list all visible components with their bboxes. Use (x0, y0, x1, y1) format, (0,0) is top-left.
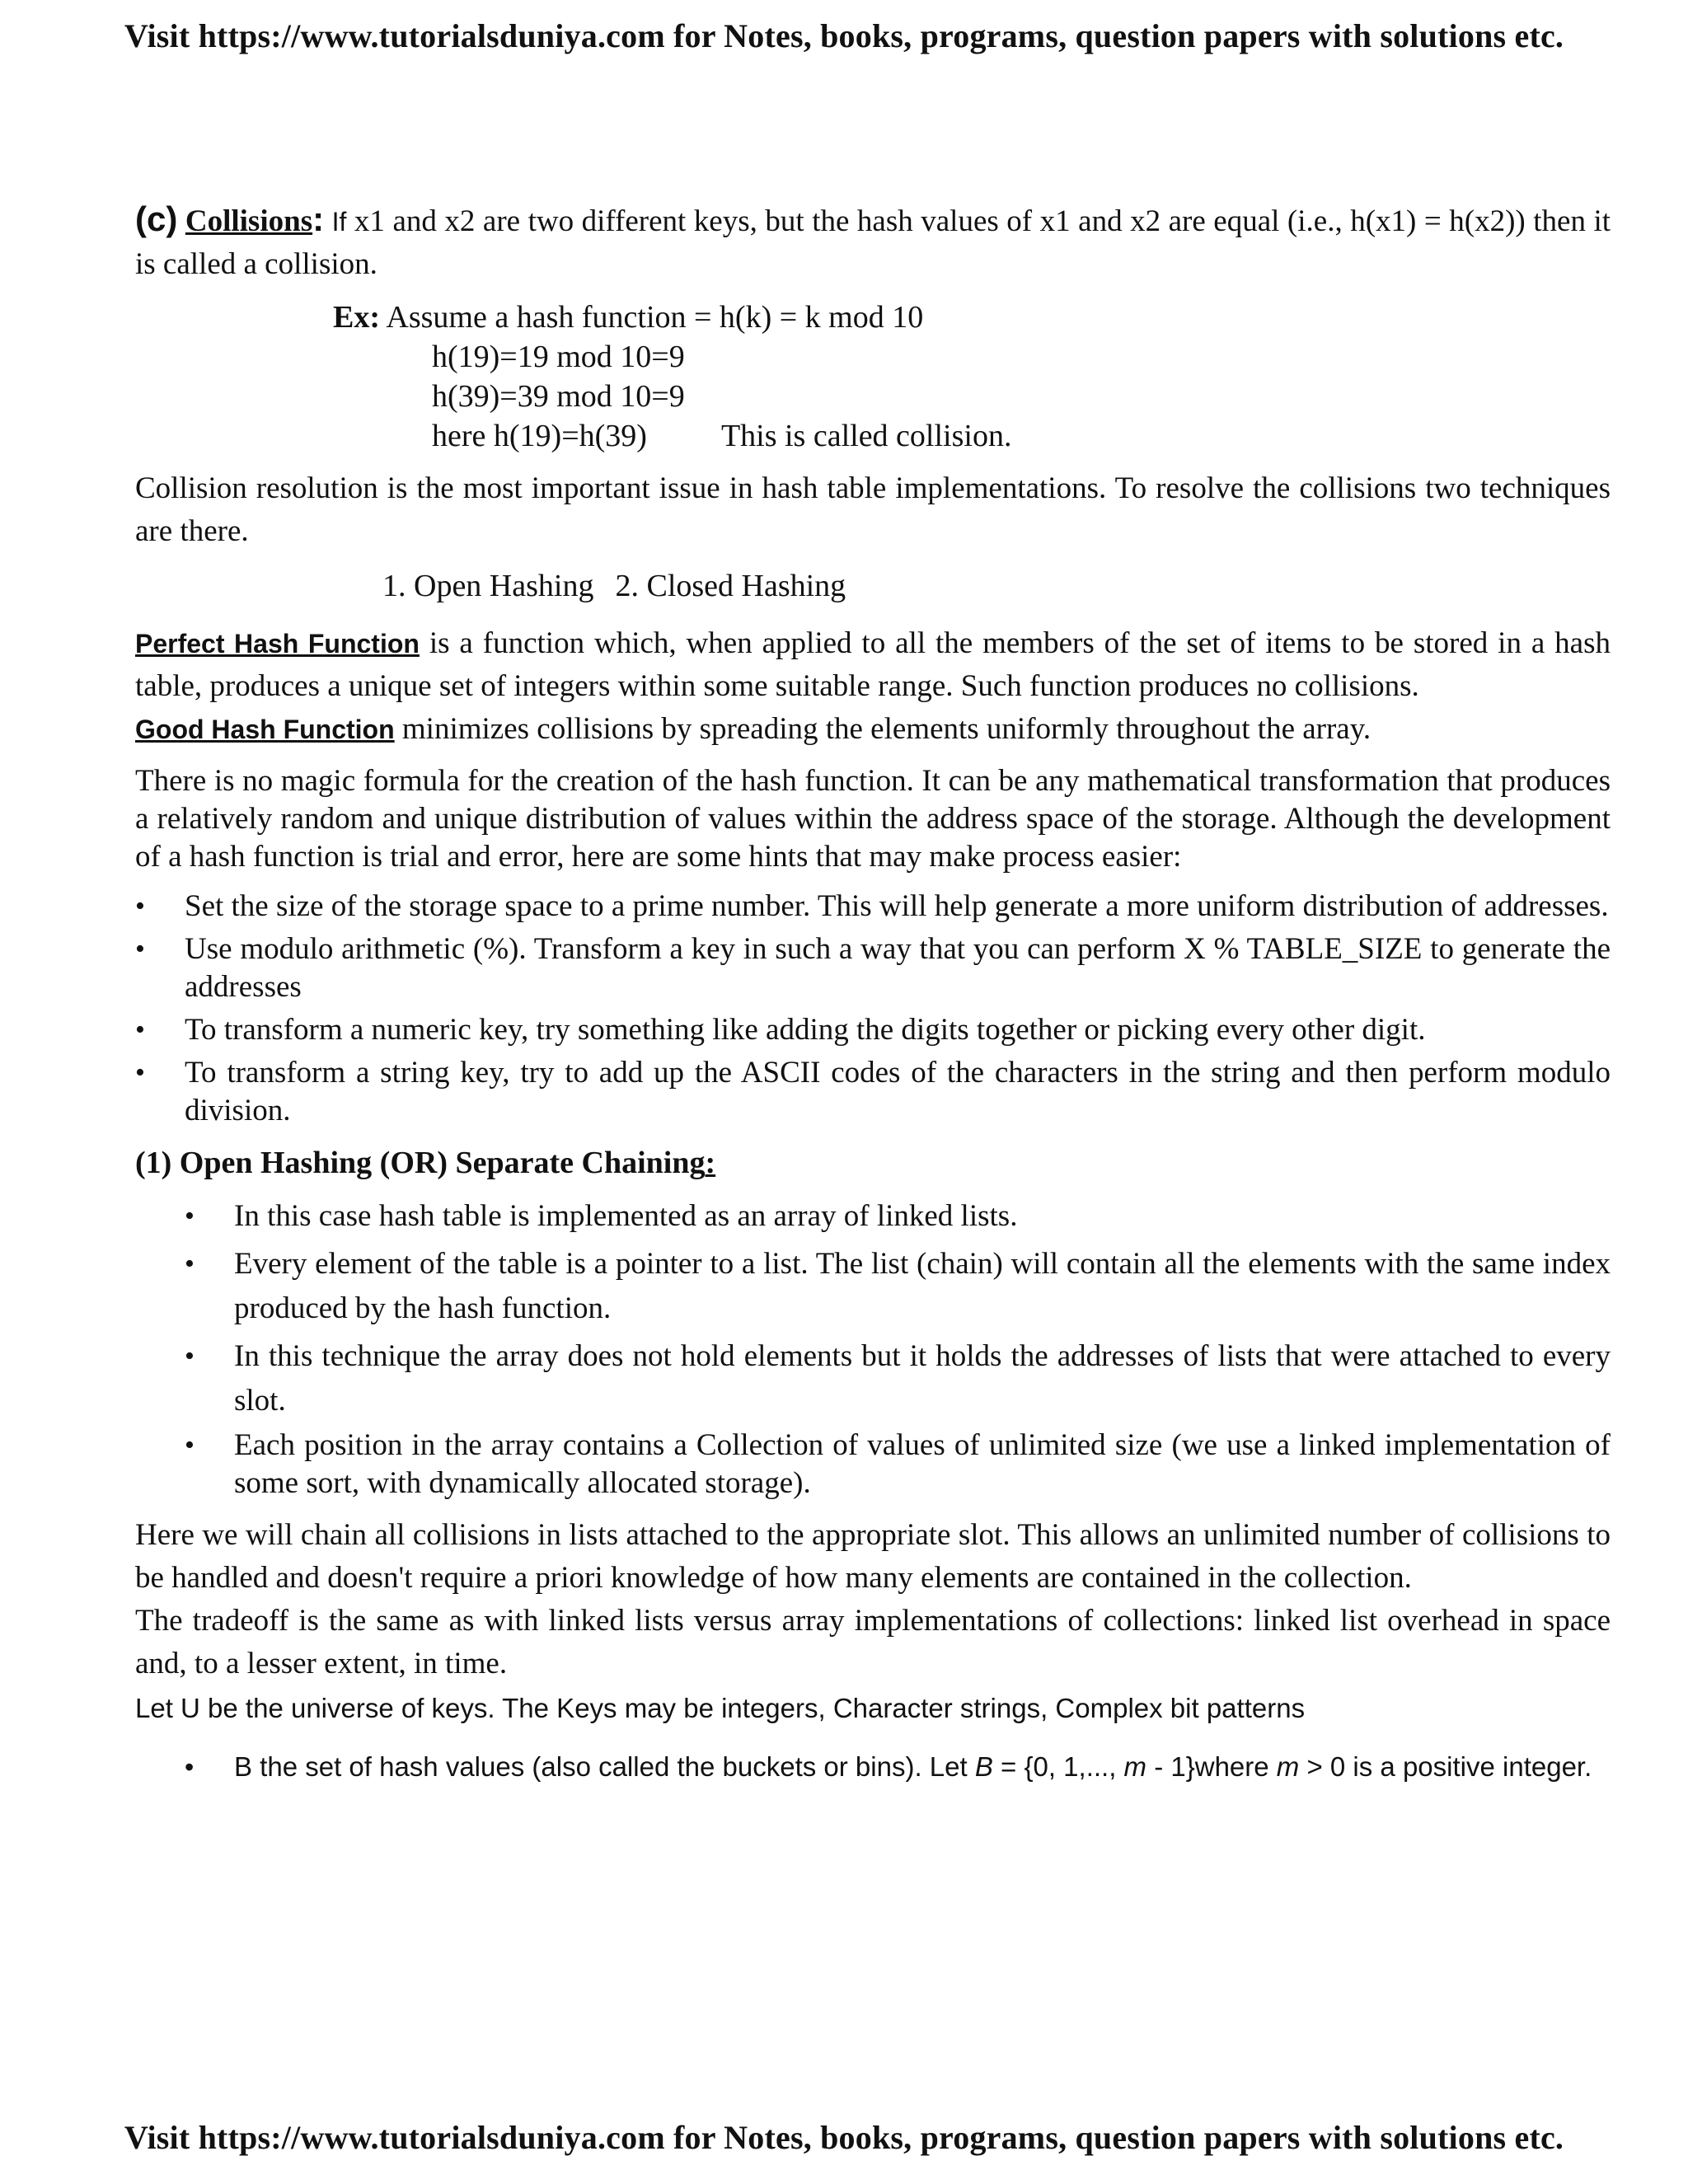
page-content (135, 198, 1611, 1786)
list-item: • Use modulo arithmetic (%). Transform a key in such a way that you can perform X % TABLE_SIZE to generate the addresses (135, 930, 1611, 1006)
resolution-paragraph: Collision resolution is the most important issue in hash table implementations. To resolve the collisions two techniques are there. (135, 471, 1611, 548)
footer-banner: Visit https://www.tutorialsduniya.com for Notes, books, programs, question papers with solutions etc. (124, 2119, 1564, 2156)
list-item: • To transform a numeric key, try something like adding the digits together or picking every other digit. (135, 1011, 1611, 1049)
list-item: • B the set of hash values (also called the buckets or bins). Let B = {0, 1,..., m - 1}where m > 0 is a positive integer. (185, 1748, 1611, 1786)
tradeoff-paragraph: The tradeoff is the same as with linked lists versus array implementations of collections: linked list overhead in space and, to a lesser extent, in time. (135, 1604, 1611, 1680)
section-label: (c) (135, 199, 178, 238)
open-hashing-heading: (1) Open Hashing (OR) Separate Chaining: (135, 1146, 716, 1180)
list-item: • In this technique the array does not hold elements but it holds the addresses of lists that were attached to every slot. (185, 1334, 1611, 1423)
hints-list (135, 888, 1611, 1130)
chaining-paragraph: Here we will chain all collisions in lists attached to the appropriate slot. This allows an unlimited number of collisions to be handled and doesn't require a priori knowledge of how many elements are contained in the collection. (135, 1518, 1611, 1595)
header-banner: Visit https://www.tutorialsduniya.com for Notes, books, programs, question papers with solutions etc. (124, 17, 1564, 54)
techniques-list: 1. Open Hashing 2. Closed Hashing (382, 569, 846, 603)
collisions-definition: (c) Collisions: If x1 and x2 are two different keys, but the hash values of x1 and x2 are equal (i.e., h(x1) = h(x2)) then it is called a collision. (135, 199, 1611, 281)
list-item: • Set the size of the storage space to a prime number. This will help generate a more uniform distribution of addresses. (135, 888, 1611, 926)
list-item: • Every element of the table is a pointer to a list. The list (chain) will contain all the elements with the same index produced by the hash function. (185, 1242, 1611, 1331)
example-label: Ex: (333, 300, 380, 335)
open-hashing-list (185, 1194, 1611, 1502)
list-item: • In this case hash table is implemented as an array of linked lists. (185, 1194, 1611, 1239)
universe-line: Let U be the universe of keys. The Keys may be integers, Character strings, Complex bit patterns (135, 1693, 1306, 1723)
good-hash-term: Good Hash Function (135, 715, 395, 744)
good-hash-paragraph: Good Hash Function minimizes collisions by spreading the elements uniformly throughout the array. (135, 712, 1372, 746)
perfect-hash-paragraph: Perfect Hash Function is a function which, when applied to all the members of the set of items to be stored in a hash table, produces a unique set of integers within some suitable range. Such function produces no collisions. (135, 626, 1611, 703)
list-item: • Each position in the array contains a Collection of values of unlimited size (we use a linked implementation of some sort, with dynamically allocated storage). (185, 1427, 1611, 1502)
magic-formula-paragraph: There is no magic formula for the creation of the hash function. It can be any mathematical transformation that produces a relatively random and unique distribution of values within the address space of the storage. Although the development of a hash function is trial and error, here are some hints that may make process easier: (135, 764, 1611, 874)
collisions-term: Collisions (185, 204, 313, 238)
bucket-list (185, 1748, 1611, 1786)
collision-example: Ex: Assume a hash function = h(k) = k mod 10 h(19)=19 mod 10=9 h(39)=39 mod 10=9 here h(19)=h(39) This is called collision. (333, 300, 1012, 453)
perfect-hash-term: Perfect Hash Function (135, 629, 420, 658)
list-item: • To transform a string key, try to add up the ASCII codes of the characters in the string and then perform modulo division. (135, 1054, 1611, 1130)
